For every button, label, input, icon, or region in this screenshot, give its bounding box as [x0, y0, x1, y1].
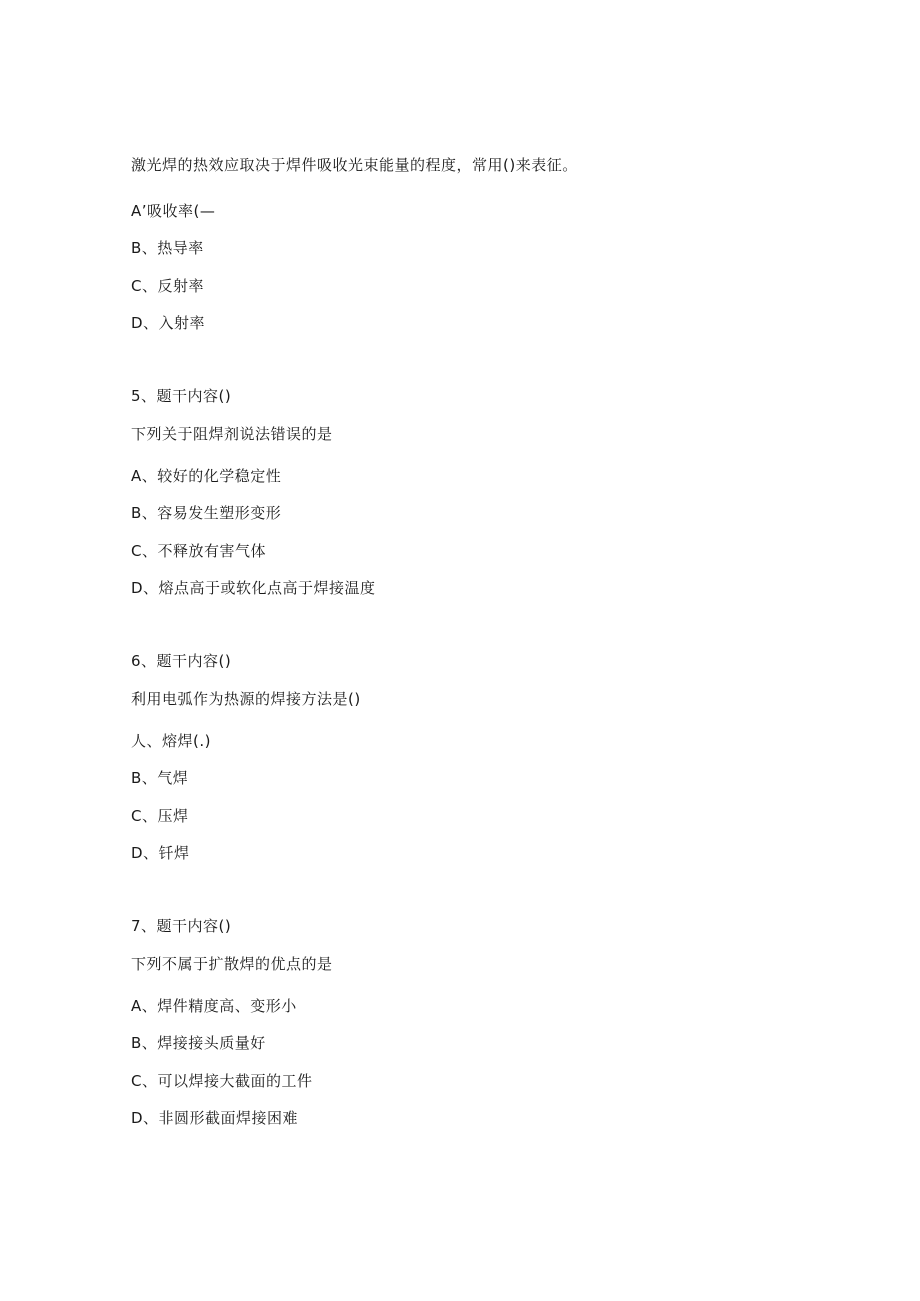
option-b: B、气焊 [131, 769, 189, 787]
question-stem: 下列关于阻焊剂说法错误的是 [131, 425, 333, 443]
question-stem: 利用电弧作为热源的焊接方法是() [131, 690, 361, 708]
option-d: D、钎焊 [131, 844, 190, 862]
option-a: A、焊件精度高、变形小 [131, 997, 297, 1015]
option-d: D、入射率 [131, 314, 206, 332]
option-c: C、反射率 [131, 277, 204, 295]
option-b: B、容易发生塑形变形 [131, 504, 282, 522]
question-header: 6、题干内容() [131, 652, 232, 670]
option-c: C、可以焊接大截面的工件 [131, 1072, 313, 1090]
question-stem: 激光焊的热效应取决于焊件吸收光束能量的程度，常用()来表征。 [131, 156, 578, 174]
option-b: B、热导率 [131, 239, 204, 257]
option-a: A’吸收率(— [131, 202, 216, 220]
option-d: D、熔点高于或软化点高于焊接温度 [131, 579, 376, 597]
option-c: C、不释放有害气体 [131, 542, 266, 560]
option-a: A、较好的化学稳定性 [131, 467, 282, 485]
option-d: D、非圆形截面焊接困难 [131, 1109, 299, 1127]
option-b: B、焊接接头质量好 [131, 1034, 266, 1052]
option-c: C、压焊 [131, 807, 189, 825]
question-stem: 下列不属于扩散焊的优点的是 [131, 955, 333, 973]
question-header: 7、题干内容() [131, 917, 232, 935]
option-a: 人、熔焊(.) [131, 732, 211, 750]
question-header: 5、题干内容() [131, 387, 232, 405]
